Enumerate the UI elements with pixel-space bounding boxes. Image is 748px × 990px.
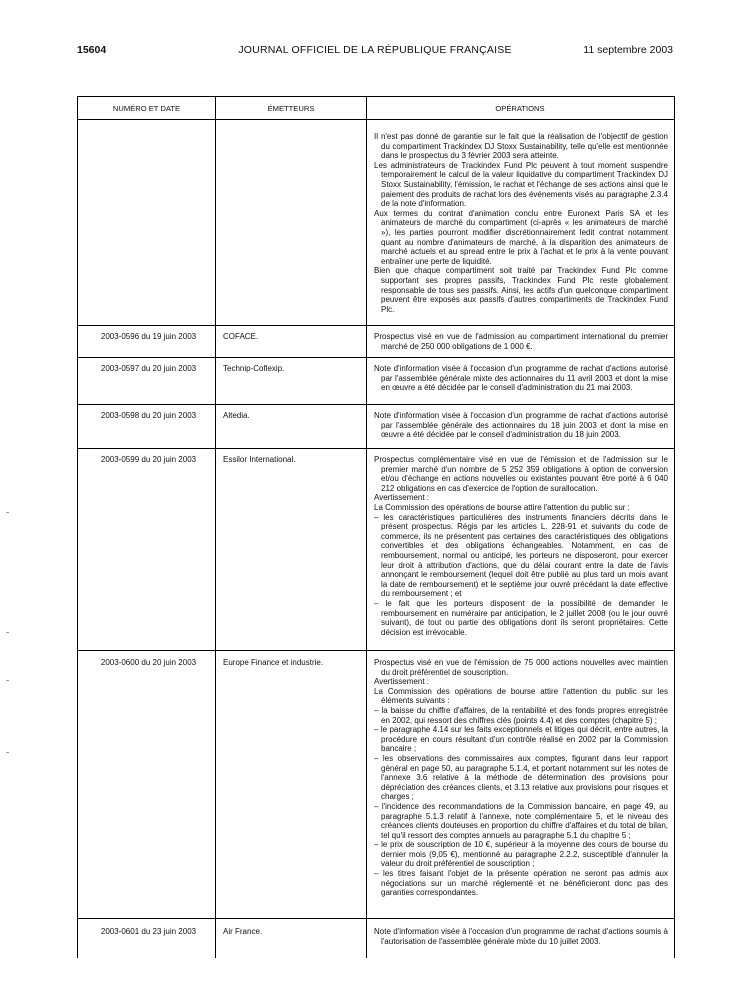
table-row	[78, 325, 674, 351]
emitter-cell: Europe Finance et industrie.	[223, 658, 324, 667]
journal-title: JOURNAL OFFICIEL DE LA RÉPUBLIQUE FRANÇAISE	[238, 44, 512, 56]
operation-paragraph: La Commission des opérations de bourse attire l'attention du public sur :	[374, 502, 630, 512]
emitter-cell: Essilor International.	[223, 455, 296, 464]
operation-bullet: – le fait que les porteurs disposent de la possibilité de demander le remboursement en numéraire par anticipation, le 2 juillet 2008 (ou le jour ouvré suivant), de tout ou partie des obligations dont ils seront propriétaires. Cette décision est irrévocable.	[374, 598, 668, 637]
warning-heading: Avertissement :	[374, 677, 429, 687]
column-divider	[215, 96, 216, 958]
column-header-emitters: ÉMETTEURS	[267, 104, 315, 113]
page-number: 15604	[77, 44, 107, 56]
margin-mark	[6, 680, 9, 681]
number-date-cell: 2003-0599 du 20 juin 2003	[100, 455, 197, 464]
emitter-cell: Technip-Coflexip.	[223, 364, 285, 373]
operation-paragraph: Il n'est pas donné de garantie sur le fait que la réalisation de l'objectif de gestion du compartiment Trackindex DJ Stoxx Sustainability, telle qu'elle est mentionnée dans le prospectus du 3 février 2003 sera atteinte.	[374, 132, 668, 161]
operation-paragraph: Note d'information visée à l'occasion d'un programme de rachat d'actions autorisé par l'assemblée générale mixte des actionnaires du 11 avril 2003 et dont la mise en œuvre a été décidée par le conseil d'administration du 21 mai 2003.	[374, 364, 668, 393]
operations-cell	[374, 411, 668, 440]
warning-heading: Avertissement :	[374, 493, 429, 503]
table-header	[78, 96, 674, 120]
issue-date: 11 septembre 2003	[583, 44, 673, 56]
operation-paragraph: Note d'information visée à l'occasion d'un programme de rachat d'actions autorisé par l'assemblée générale des actionnaires du 18 juin 2003 et dont la mise en œuvre a été décidée par le conseil d'administration du 18 juin 2003.	[374, 411, 668, 440]
number-date-cell: 2003-0598 du 20 juin 2003	[100, 411, 197, 420]
operations-cell	[374, 658, 668, 898]
emitter-cell: Air France.	[223, 927, 263, 936]
operation-bullet: – le prix de souscription de 10 €, supérieur à la moyenne des cours de bourse du dernier mois (9,05 €), mentionné au paragraphe 2.2.2, susceptible d'annuler la valeur du droit préférentiel de souscription ;	[374, 840, 668, 869]
operation-bullet: – les titres faisant l'objet de la présente opération ne seront pas admis aux négociations sur un marché réglementé et ne bénéficieront donc pas des garanties correspondantes.	[374, 869, 668, 898]
operations-cell	[374, 332, 668, 351]
number-date-cell: 2003-0597 du 20 juin 2003	[100, 364, 197, 373]
operation-paragraph: Les administrateurs de Trackindex Fund Plc peuvent à tout moment suspendre temporairement le calcul de la valeur liquidative du compartiment Trackindex DJ Stoxx Sustainability, l'émission, le rachat et l'échange de ses actions ainsi que le paiement des produits de rachat lors des événements visés au paragraphe 2.3.4 de la note d'information.	[374, 160, 668, 209]
emitter-cell: COFACE.	[223, 332, 259, 341]
column-divider	[366, 96, 367, 958]
operations-cell	[374, 364, 668, 393]
margin-mark	[6, 752, 9, 753]
table-row	[78, 918, 674, 946]
operation-paragraph: La Commission des opérations de bourse attire l'attention du public sur les éléments suivants :	[374, 686, 668, 706]
operations-cell	[374, 927, 668, 946]
emitter-cell: Altedia.	[223, 411, 250, 420]
operation-paragraph: Prospectus visé en vue de l'admission au compartiment international du premier marché de 250 000 obligations de 1 000 €.	[374, 332, 668, 351]
table-row	[78, 357, 674, 393]
operation-paragraph: Prospectus visé en vue de l'émission de 75 000 actions nouvelles avec maintien du droit préférentiel de souscription.	[374, 658, 668, 677]
operations-cell	[374, 455, 668, 637]
operation-bullet: – la baisse du chiffre d'affaires, de la rentabilité et des fonds propres enregistrée en 2002, qui ressort des chiffres clés (points 4.4) et des comptes (chapitre 5) ;	[374, 705, 668, 725]
number-date-cell: 2003-0596 du 19 juin 2003	[100, 332, 197, 341]
operations-cell	[374, 132, 668, 314]
margin-mark	[6, 632, 9, 633]
operation-paragraph: Prospectus complémentaire visé en vue de l'émission et de l'admission sur le premier marché d'un nombre de 5 252 359 obligations à option de conversion et/ou d'échange en actions nouvelles ou existantes pouvant être porté à 6 040 212 obligations en cas d'exercice de l'option de surallocation.	[374, 455, 668, 493]
page-header	[77, 44, 673, 58]
table-row	[78, 404, 674, 440]
operation-bullet: – les caractéristiques particulières des instruments financiers décrits dans le présent prospectus. Régis par les articles L. 228-91 et suivants du code de commerce, ils ne présentent pas certaines des caractéristiques des obligations convertibles et des obligations échangeables. Notamment, en cas de remboursement, normal ou anticipé, les porteurs ne disposeront, pour exercer leur droit à attribution d'actions, que du délai courant entre la date de l'avis annonçant le remboursement (lequel doit être publié au plus tard un mois avant la date de remboursement) et le septième jour ouvré précédant la date effective du remboursement ; et	[374, 512, 668, 599]
column-header-number-date: NUMÉRO ET DATE	[112, 104, 181, 113]
operation-bullet: – le paragraphe 4.14 sur les faits exceptionnels et litiges qui décrit, entre autres, la procédure en cours résultant d'un contrôle réalisé en 2002 par la Commission bancaire ;	[374, 725, 668, 754]
column-header-operations: OPÉRATIONS	[495, 104, 545, 113]
operation-bullet: – l'incidence des recommandations de la Commission bancaire, en page 49, au paragraphe 5.1.3 relatif à l'annexe, note complémentaire 5, et le niveau des créances clients douteuses en proportion du chiffre d'affaires et du total de bilan, tel qu'il ressort des comptes annuels au paragraphe 5.1 du chapitre 5 ;	[374, 801, 668, 840]
number-date-cell: 2003-0600 du 20 juin 2003	[100, 658, 197, 667]
operation-paragraph: Bien que chaque compartiment soit traité par Trackindex Fund Plc comme supportant ses propres passifs, Trackindex Fund Plc reste globalement responsable de tous ses passifs. Ainsi, les actifs d'un quelconque compartiment peuvent être exposés aux passifs d'autres compartiments de Trackindex Fund Plc.	[374, 266, 668, 314]
table-row	[78, 448, 674, 637]
margin-mark	[6, 512, 9, 513]
operation-paragraph: Aux termes du contrat d'animation conclu entre Euronext Paris SA et les animateurs de marché du compartiment (ci-après « les animateurs de marché »), les parties pourront modifier discrétionnairement ledit contrat notamment quant au nombre d'animateurs de marché, à la disparition des animateurs de marché actuels et au spread entre le prix à l'achat et le prix à la vente pouvant entraîner une perte de liquidité.	[374, 208, 668, 266]
operations-table	[77, 96, 675, 958]
number-date-cell: 2003-0601 du 23 juin 2003	[100, 927, 197, 936]
operation-bullet: – les observations des commissaires aux comptes, figurant dans leur rapport général en page 50, au paragraphe 5.1.4, et portant notamment sur les notes de l'annexe 3.6 relative à la méthode de détermination des provisions pour dépréciation des créances clients, et 3.13 relative aux provisions pour risques et charges ;	[374, 753, 668, 802]
operation-paragraph: Note d'information visée à l'occasion d'un programme de rachat d'actions soumis à l'autorisation de l'assemblée générale mixte du 10 juillet 2003.	[374, 927, 668, 946]
table-row	[78, 650, 674, 898]
